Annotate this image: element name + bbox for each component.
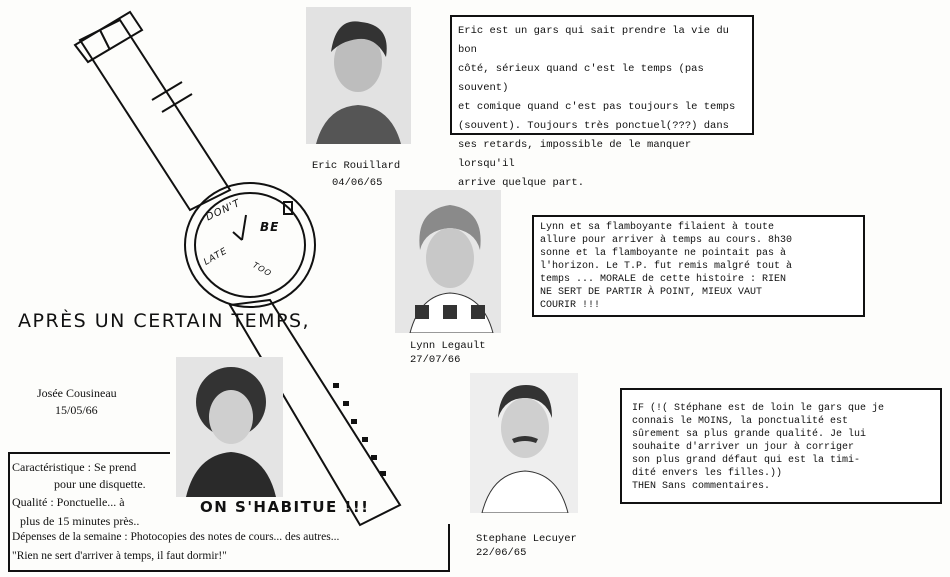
lynn-textbox: Lynn et sa flamboyante filaient à toute allure pour arriver à temps au cours. 8h30 sonne et la flamboyante ne pointait pas à l'horizon. Le T.P. fut remis malgré tout à temps ... MORALE de cette histoire : RIEN NE SERT DE PARTIR À POINT, MIEUX VAUT COURIR !!!	[532, 215, 865, 317]
josee-line4: plus de 15 minutes près..	[20, 514, 140, 528]
watch-word-be: BE	[260, 220, 280, 234]
josee-line6: "Rien ne sert d'arriver à temps, il faut dormir!"	[12, 550, 227, 562]
lynn-name: Lynn Legault	[410, 340, 486, 352]
eric-textbox: Eric est un gars qui sait prendre la vie du bon côté, sérieux quand c'est le temps (pas souvent) et comique quand c'est pas toujours le temps (souvent). Toujours très ponctuel(???) dans ses retards, impossible de le manquer lorsqu'il arrive quelque part.	[450, 15, 754, 135]
josee-name: Josée Cousineau	[37, 386, 117, 400]
lynn-date: 27/07/66	[410, 354, 461, 366]
watch-word-late: LATE	[202, 246, 230, 268]
watch-word-too: TOO	[251, 260, 274, 279]
eric-date: 04/06/65	[332, 177, 383, 189]
page-heading: APRÈS UN CERTAIN TEMPS,	[18, 310, 311, 332]
stephane-photo	[470, 373, 578, 513]
lynn-photo	[395, 190, 501, 333]
watch-word-dont: DON'T	[204, 197, 243, 224]
josee-line5: Dépenses de la semaine : Photocopies des notes de cours... des autres...	[12, 531, 340, 543]
stephane-textbox: IF (!( Stéphane est de loin le gars que je connais le MOINS, la ponctualité est sûrement sa plus grande qualité. Je lui souhaite d'arriver un jour à corriger son plus grand défaut qui est la timi- dité envers les filles.)) THEN Sans commentaires.	[620, 388, 942, 504]
eric-photo	[306, 7, 411, 144]
eric-name: Eric Rouillard	[312, 160, 401, 172]
josee-date: 15/05/66	[55, 403, 98, 417]
josee-line3: Qualité : Ponctuelle... à	[12, 495, 125, 509]
stephane-name: Stephane Lecuyer	[476, 533, 577, 545]
josee-line2: pour une disquette.	[54, 477, 146, 491]
stephane-date: 22/06/65	[476, 547, 527, 559]
josee-line1: Caractéristique : Se prend	[12, 460, 137, 474]
slogan: ON S'HABITUE !!!	[200, 498, 370, 516]
